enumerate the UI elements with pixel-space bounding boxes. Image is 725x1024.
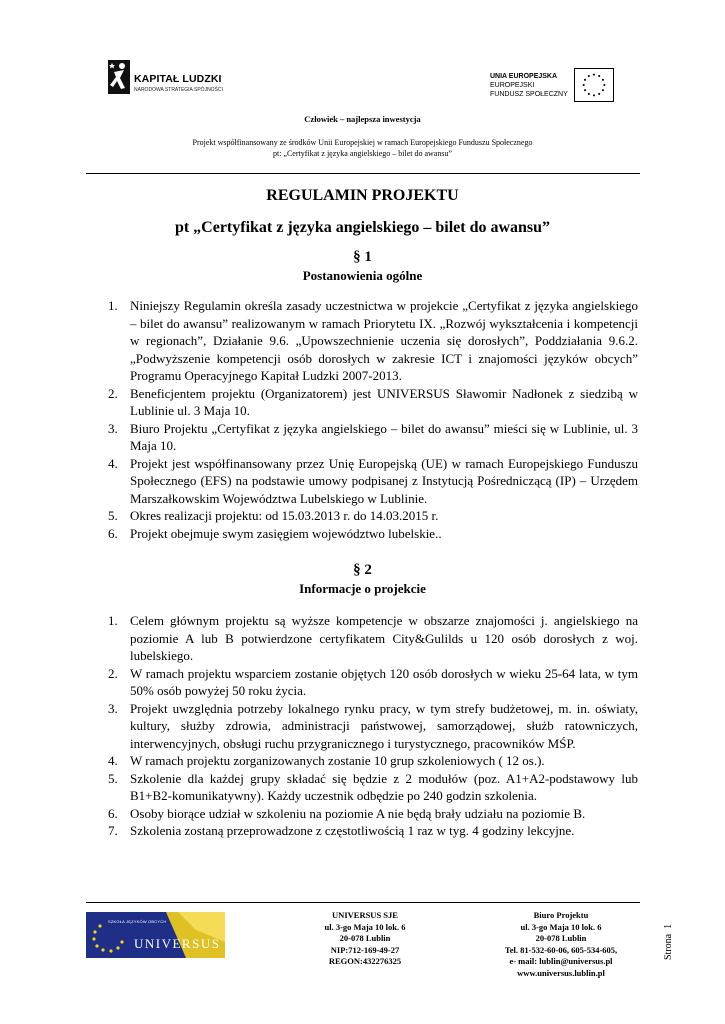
eu-logo-line2: EUROPEJSKI xyxy=(490,82,535,89)
section2-heading: Informacje o projekcie xyxy=(299,581,426,596)
footer-email[interactable]: e- mail: lublin@universus.pl xyxy=(509,956,613,966)
eu-logo-line1: UNIA EUROPEJSKA xyxy=(490,73,558,80)
list-item xyxy=(108,770,638,805)
footer-line: 20-078 Lublin xyxy=(535,933,587,943)
list-item-number: 4. xyxy=(108,753,118,768)
footer-line: NIP:712-169-49-27 xyxy=(330,944,400,955)
footer-divider xyxy=(86,902,640,903)
section1-list xyxy=(108,297,638,542)
list-item xyxy=(108,822,638,840)
kapital-ludzki-subtitle: NARODOWA STRATEGIA SPÓJNOŚCI xyxy=(134,87,223,93)
section1-mark: § 1 xyxy=(353,249,372,265)
header-divider xyxy=(86,173,640,174)
cofinance-line1: Projekt współfinansowany ze środków Unii Europejskiej w ramach Europejskiego Funduszu Społecznego xyxy=(192,138,533,147)
universus-logo-name: UNIVERSUS xyxy=(134,936,221,951)
list-item-text: Osoby biorące udział w szkoleniu na poziomie A nie będą brały udziału na poziomie B. xyxy=(130,805,586,821)
footer-line: Tel. 81-532-60-06, 605-534-605, xyxy=(504,944,618,955)
list-item-text: Okres realizacji projektu: od 15.03.2013 r. do 14.03.2015 r. xyxy=(130,508,439,523)
cofinance-note xyxy=(0,137,725,159)
section2-list xyxy=(108,612,638,840)
list-item-text: Projekt uwzględnia potrzeby lokalnego rynku pracy, w tym strefy budżetowej, m. in. oświaty, kultury, służby zdrowia, administracji państwowej, samorządowej, służb ratowniczych, interwencyjnych, obsługi ruchu przygranicznego i turystycznego, pracowników MŚP. xyxy=(130,700,638,751)
list-item-number: 6. xyxy=(108,525,118,541)
list-item-number: 3. xyxy=(108,420,118,436)
universus-logo xyxy=(86,912,225,958)
list-item-text: Celem głównym projektu są wyższe kompetencje w obszarze znajomości j. angielskiego na poziomie A lub B potwierdzone certyfikatem City&Gulilds u 120 osób dorosłych z woj. lubelskiego. xyxy=(130,613,638,663)
cofinance-line2: pt: „Certyfikat z języka angielskiego – bilet do awansu” xyxy=(272,149,453,158)
list-item xyxy=(108,700,638,753)
kapital-ludzki-title: KAPITAŁ LUDZKI xyxy=(134,73,222,85)
list-item-number: 5. xyxy=(108,770,118,786)
list-item xyxy=(108,665,638,700)
section1-heading: Postanowienia ogólne xyxy=(302,268,423,283)
list-item-text: W ramach projektu zorganizowanych zostanie 10 grup szkoleniowych ( 12 os.). xyxy=(130,753,545,768)
footer-office-info xyxy=(476,910,646,979)
list-item-number: 1. xyxy=(108,613,118,628)
list-item-text: Niniejszy Regulamin określa zasady uczestnictwa w projekcie „Certyfikat z języka angielskiego – bilet do awansu” realizowanym w ramach Priorytetu IX. „Rozwój wykształcenia i kompetencji w regionach”, Działanie 9.6. „Upowszechnienie uczenia się dorosłych”, Poddziałania 9.6.2. „Podwyższenie kompetencji osób dorosłych w zakresie ICT i znajomości języków obcych” Programu Operacyjnego Kapitał Ludzki 2007-2013. xyxy=(130,298,638,383)
motto: Człowiek – najlepsza inwestycja xyxy=(304,114,421,124)
document-title: REGULAMIN PROJEKTU xyxy=(266,187,459,204)
kapital-ludzki-figure-icon xyxy=(108,60,130,94)
list-item-number: 2. xyxy=(108,385,118,401)
list-item xyxy=(108,805,638,823)
list-item xyxy=(108,297,638,385)
eu-logo-line3: FUNDUSZ SPOŁECZNY xyxy=(490,91,568,98)
list-item-number: 7. xyxy=(108,823,118,838)
footer-line: ul. 3-go Maja 10 lok. 6 xyxy=(324,921,406,932)
eu-efs-logo xyxy=(490,68,630,108)
list-item xyxy=(108,385,638,420)
list-item-text: Projekt jest współfinansowany przez Unię Europejską (UE) w ramach Europejskiego Funduszu Społecznego (EFS) na podstawie umowy podpisanej z Instytucją Pośredniczącą (IP) – Urzędem Marszałkowskim Województwa Lubelskiego w Lublinie. xyxy=(130,455,638,506)
list-item-number: 3. xyxy=(108,700,118,716)
footer-website[interactable]: www.universus.lublin.pl xyxy=(517,967,605,978)
list-item-text: Beneficjentem projektu (Organizatorem) jest UNIVERSUS Sławomir Nadłonek z siedzibą w Lublinie ul. 3 Maja 10. xyxy=(130,385,638,418)
eu-logo-text xyxy=(490,72,568,99)
page-number: 1 xyxy=(663,923,674,929)
footer-line: REGON:432276325 xyxy=(328,956,402,966)
list-item-number: 1. xyxy=(108,298,118,313)
list-item-text: Szkolenie dla każdej grupy składać się będzie z 2 modułów (poz. A1+A2-podstawowy lub B1+B2-komunikatywny). Każdy uczestnik odbędzie po 240 godzin szkolenia. xyxy=(130,770,638,803)
page-number-label xyxy=(663,924,674,960)
footer-line: Biuro Projektu xyxy=(533,910,589,920)
list-item-text: W ramach projektu wsparciem zostanie objętych 120 osób dorosłych w wieku 25-64 lata, w tym 50% osób powyżej 50 roku życia. xyxy=(130,665,638,698)
list-item xyxy=(108,612,638,665)
footer-company-info xyxy=(280,910,450,968)
list-item xyxy=(108,507,638,525)
footer-line: ul. 3-go Maja 10 lok. 6 xyxy=(520,921,602,932)
footer-line: 20-078 Lublin xyxy=(339,933,391,943)
list-item-text: Szkolenia zostaną przeprowadzone z częstotliwością 1 raz w tyg. 4 godziny lekcyjne. xyxy=(130,823,575,838)
list-item-text: Projekt obejmuje swym zasięgiem województwo lubelskie.. xyxy=(130,525,442,541)
footer-line: UNIVERSUS SJE xyxy=(332,910,398,920)
list-item-text: Biuro Projektu „Certyfikat z języka angielskiego – bilet do awansu” mieści się w Lublinie, ul. 3 Maja 10. xyxy=(130,420,638,453)
list-item xyxy=(108,525,638,543)
list-item-number: 5. xyxy=(108,508,118,523)
list-item xyxy=(108,752,638,770)
list-item-number: 2. xyxy=(108,665,118,681)
list-item-number: 4. xyxy=(108,455,118,471)
eu-flag-icon xyxy=(574,68,614,102)
list-item xyxy=(108,420,638,455)
list-item-number: 6. xyxy=(108,805,118,821)
section2-mark: § 2 xyxy=(353,562,372,578)
page-label: Strona xyxy=(663,933,674,960)
list-item xyxy=(108,455,638,508)
kapital-ludzki-logo xyxy=(108,60,238,100)
document-subtitle: pt „Certyfikat z języka angielskiego – bilet do awansu” xyxy=(174,219,551,236)
universus-logo-small-text: SZKOŁA JĘZYKÓW OBCYCH xyxy=(108,919,167,924)
